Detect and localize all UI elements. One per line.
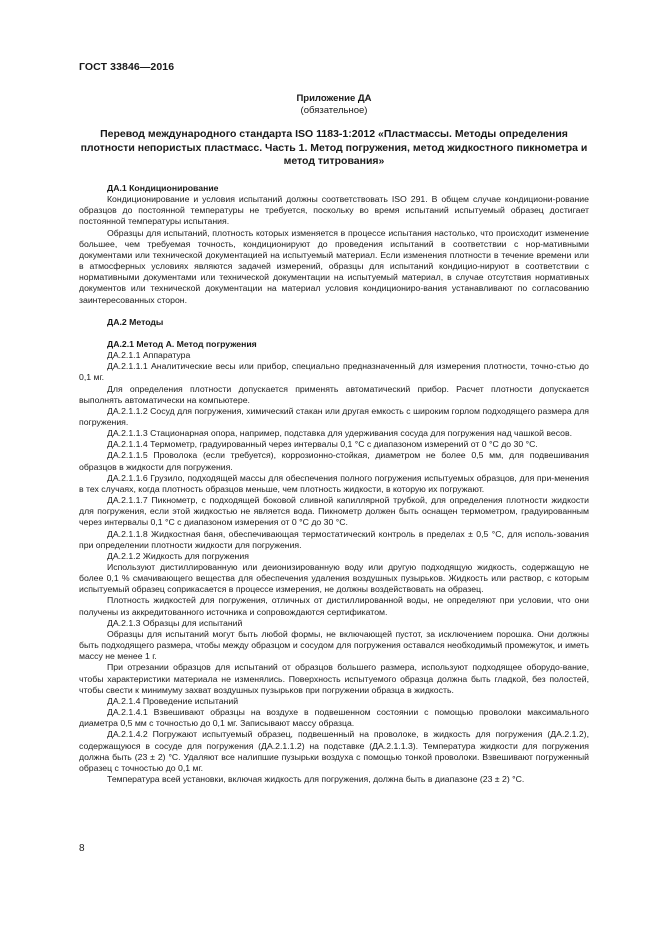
paragraph: ДА.2.1.4 Проведение испытаний bbox=[107, 695, 239, 706]
section-heading: ДА.2 Методы bbox=[107, 316, 164, 327]
paragraph: ДА.2.1.4.1 Взвешивают образцы на воздухе в подвешенном состоянии с помощью проволоки максимального диаметра 0,5 мм с точностью до 0,1 мг. Записывают массу образца. bbox=[79, 707, 589, 729]
paragraph: При отрезании образцов для испытаний от образцов большего размера, используют подходящее оборудо-вание, чтобы характеристики материала не изменялись. Поверхность испытуемого образца должна быть гладкой, без полостей, чтобы свести к минимуму захват воздушных пузырьков при погружении образца в жидкость. bbox=[79, 662, 589, 695]
section-heading: ДА.2.1 Метод А. Метод погружения bbox=[107, 338, 257, 349]
paragraph: ДА.2.1.1.4 Термометр, градуированный через интервалы 0,1 °С с диапазоном измерений от 0 °С до 30 °С. bbox=[107, 439, 538, 450]
annex-label: Приложение ДА bbox=[296, 93, 372, 104]
paragraph: ДА.2.1.1.2 Сосуд для погружения, химический стакан или другая емкость с широким горлом подходящего размера для погружения. bbox=[79, 405, 589, 427]
standard-designation: ГОСТ 33846—2016 bbox=[79, 61, 175, 73]
paragraph: Образцы для испытаний могут быть любой формы, не включающей пустот, за исключением порошка. Они должны быть подходящего размера, чтобы между образцом и сосудом для погружения оставался необходимый промежуток, и иметь массу не менее 1 г. bbox=[79, 628, 589, 662]
annex-status: (обязательное) bbox=[300, 105, 368, 116]
paragraph: ДА.2.1.4.2 Погружают испытуемый образец, подвешенный на проволоке, в жидкость для погружения (ДА.2.1.2), содержащуюся в сосуде для погружения (ДА.2.1.1.2) на подставке (ДА.2.1.1.3). Температура жидкости для погружения должна быть (23 ± 2) °С. Удаляют все налипшие пузырьки воздуха с помощью тонкой проволоки. Взвешивают погруженный образец с точностью до 0,1 мг. bbox=[79, 729, 589, 773]
paragraph: ДА.2.1.1.3 Стационарная опора, например, подставка для удерживания сосуда для погружения над чашкой весов. bbox=[107, 428, 573, 439]
paragraph: Температура всей установки, включая жидкость для погружения, должна быть в диапазоне (23 ± 2) °С. bbox=[107, 773, 525, 784]
paragraph: ДА.2.1.2 Жидкость для погружения bbox=[107, 550, 249, 561]
paragraph: Используют дистиллированную или деионизированную воду или другую подходящую жидкость, содержащую не более 0,1 % смачивающего вещества для обеспечения удаления воздушных пузырьков. Жидкость или раствор, с которым испытуемый образец соприкасается в процессе измерения, не должны воздействовать на образец. bbox=[79, 562, 589, 595]
paragraph: ДА.2.1.1.5 Проволока (если требуется), коррозионно-стойкая, диаметром не более 0,5 мм, для подвешивания образцов в жидкости для погружения. bbox=[79, 450, 589, 472]
paragraph: ДА.2.1.1.1 Аналитические весы или прибор, специально предназначенный для измерения плотности, точно-стью до 0,1 мг. bbox=[79, 361, 589, 383]
paragraph: ДА.2.1.3 Образцы для испытаний bbox=[107, 617, 243, 628]
paragraph: ДА.2.1.1.8 Жидкостная баня, обеспечивающая термостатический контроль в пределах ± 0,5 °С, для исполь-зования при определении плотности жидкости для погружения. bbox=[79, 528, 589, 550]
document-body bbox=[79, 183, 589, 785]
paragraph: ДА.2.1.1 Аппаратура bbox=[107, 350, 191, 361]
paragraph: Для определения плотности допускается применять автоматический прибор. Расчет плотности допускается выполнять автоматически на компьютере. bbox=[79, 383, 589, 405]
paragraph: ДА.2.1.1.7 Пикнометр, с подходящей боковой сливной капиллярной трубкой, для определения плотности жидкости для погружения, если этой жидкостью не является вода. Пикнометр должен быть оснащен термометром, градуированным через интервалы 0,1 °С с диапазоном измерения от 0 °С до 30 °С. bbox=[79, 495, 589, 528]
paragraph: Плотность жидкостей для погружения, отличных от дистиллированной воды, не определяют при условии, что они получены из аккредитованного источника и сопровождаются сертификатом. bbox=[79, 595, 589, 617]
paragraph: Образцы для испытаний, плотность которых изменяется в процессе испытания настолько, что происходит изменение большее, чем требуемая точность, кондиционируют до проведения испытаний в соответствии с нор-мативными документами или технической документацией на испытуемый материал. Если изменения плотности в течение времени или в атмосферных условиях являются задачей измерений, образцы для испытаний кондицио-нируют в соответствии с нормативными документами или технической документации на испытуемый материал, в случае отсутствия нормативных документов или технической документации на материал условия кондициониро-вания устанавливают по согласованию заинтересованных сторон. bbox=[79, 227, 589, 305]
paragraph: Кондиционирование и условия испытаний должны соответствовать ISO 291. В общем случае кондициони-рование образцов до постоянной температуры не требуется, поскольку во время испытаний испытуемый образец достигает постоянной температуры испытания. bbox=[79, 194, 589, 227]
page-number: 8 bbox=[79, 843, 85, 854]
annex-title: Перевод международного стандарта ISO 1183-1:2012 «Пластмассы. Методы определения плотности непористых пластмасс. Часть 1. Метод погружения, метод жидкостного пикнометра и метод титрования» bbox=[80, 128, 588, 167]
paragraph: ДА.2.1.1.6 Грузило, подходящей массы для обеспечения полного погружения испытуемых образцов, для при-менения в тех случаях, когда плотность образцов меньше, чем плотность жидкости, в которую их погружают. bbox=[79, 472, 589, 494]
section-heading: ДА.1 Кондиционирование bbox=[107, 183, 219, 193]
